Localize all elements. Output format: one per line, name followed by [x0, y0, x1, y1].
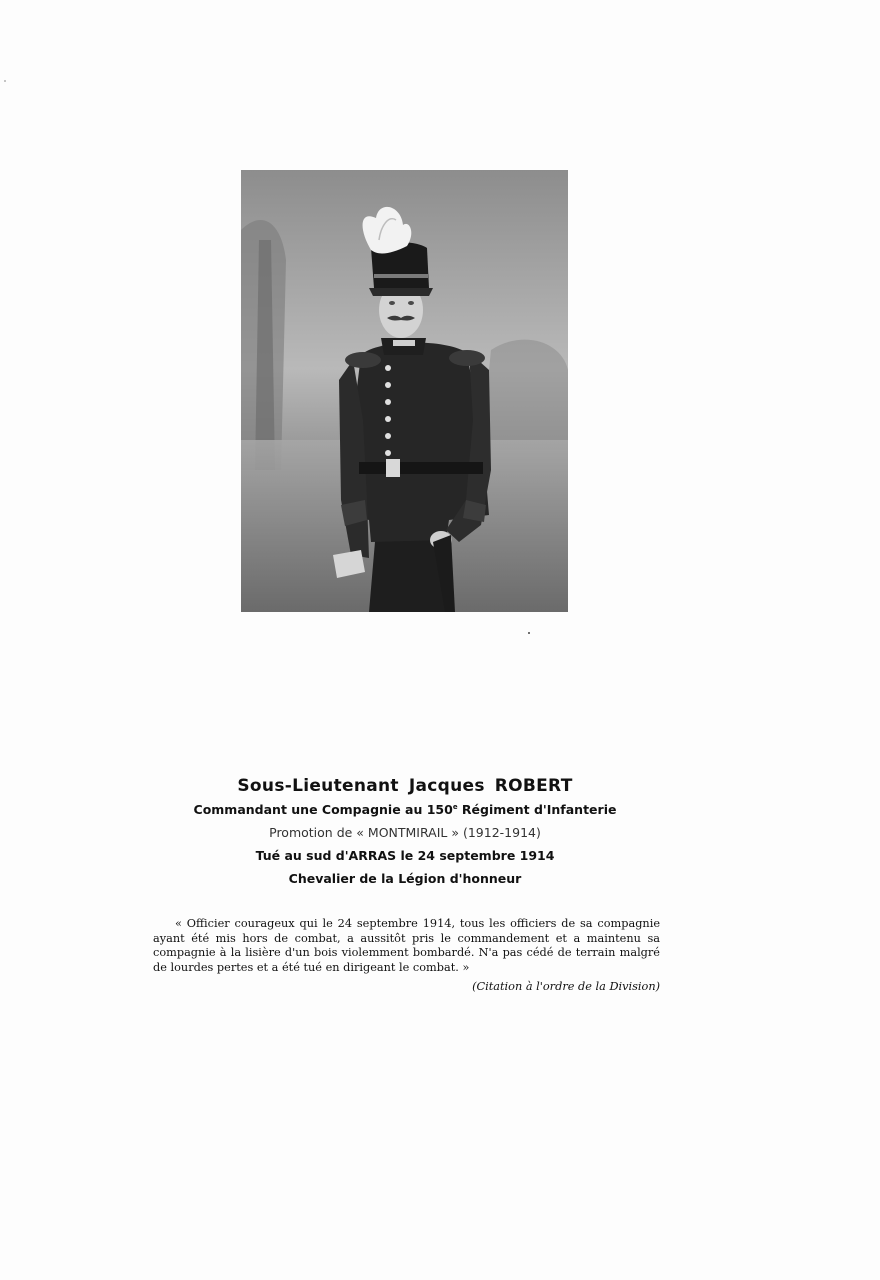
- command-text: Commandant une Compagnie au 150: [193, 802, 453, 817]
- portrait-photo: [241, 170, 568, 612]
- officer-death: Tué au sud d'ARRAS le 24 septembre 1914: [255, 848, 555, 863]
- officer-honour: Chevalier de la Légion d'honneur: [288, 871, 522, 886]
- officer-first-name: Jacques: [408, 776, 485, 796]
- officer-command: [150, 802, 660, 817]
- officer-last-name: ROBERT: [494, 776, 573, 796]
- officer-promotion: Promotion de « MONTMIRAIL » (1912-1914): [269, 825, 541, 840]
- print-speck: [4, 80, 6, 82]
- portrait-illustration: [241, 170, 568, 612]
- caption-block: [150, 776, 660, 886]
- command-regiment: Régiment d'Infanterie: [457, 802, 617, 817]
- command-ordinal: e: [452, 802, 458, 811]
- officer-rank: Sous-Lieutenant: [237, 776, 399, 796]
- citation-source: (Citation à l'ordre de la Division): [472, 980, 660, 993]
- print-speck: [528, 632, 530, 634]
- citation-text: « Officier courageux qui le 24 septembre 1914, tous les officiers de sa compagnie ayant été mis hors de combat, a aussitôt pris le commandement et a maintenu sa compagnie à la lisière d'un bois violemment bombardé. N'a pas cédé de terrain malgré de lourdes pertes et a été tué en dirigeant le combat. »: [153, 917, 660, 974]
- officer-name: [150, 776, 660, 796]
